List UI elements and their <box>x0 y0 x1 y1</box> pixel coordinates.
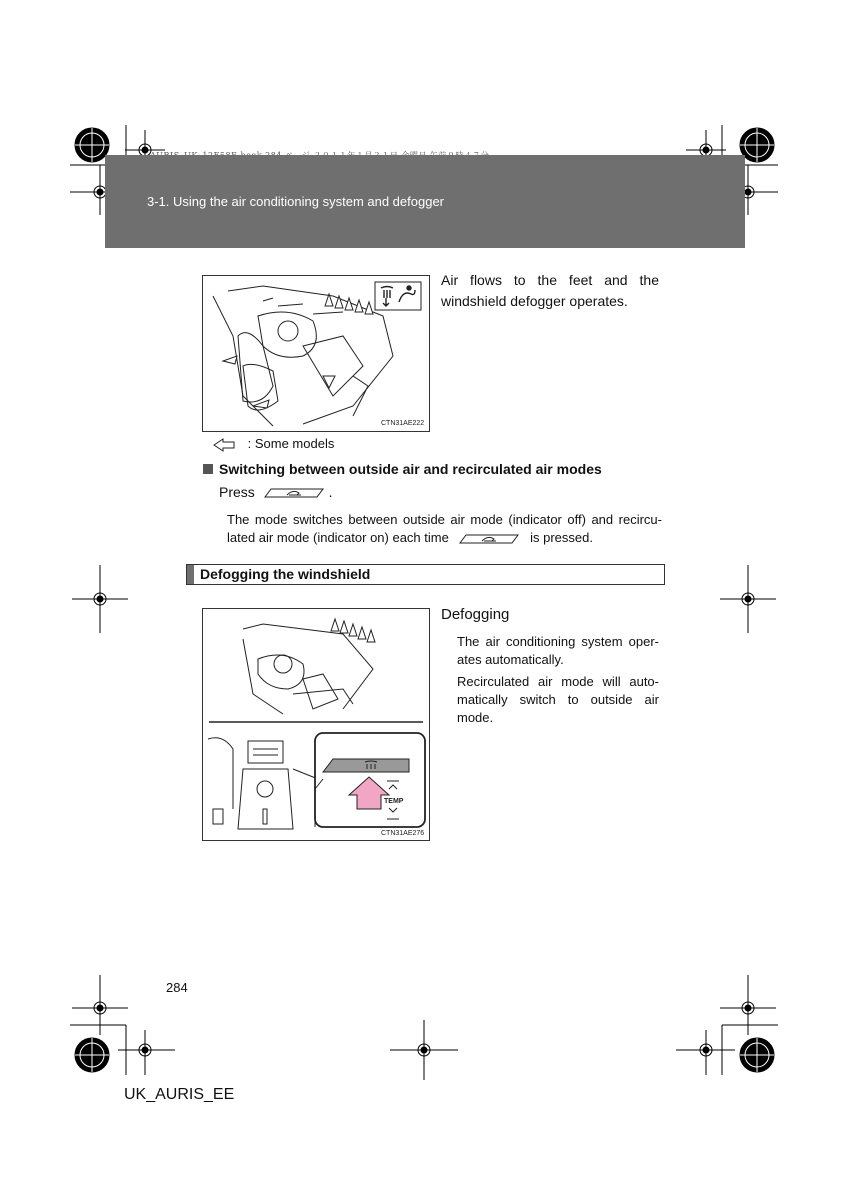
mode-description: Air flows to the feet and the windshield defogger operates. <box>441 272 659 309</box>
figure-code: CTN31AE222 <box>381 420 425 427</box>
recirculation-button-icon-inline <box>458 532 520 546</box>
press-label: Press <box>219 484 255 500</box>
recirculation-button-icon <box>263 486 325 500</box>
page-number: 284 <box>166 980 188 995</box>
defogging-para-1: The air conditioning system oper-ates automatically. <box>457 634 659 667</box>
press-end: . <box>328 484 333 500</box>
note-after: is pressed. <box>530 530 593 545</box>
switching-heading-text: Switching between outside air and recirculated air modes <box>219 461 602 477</box>
document-id: UK_AURIS_EE <box>124 1086 235 1103</box>
square-bullet-icon <box>203 464 213 474</box>
temp-label: TEMP <box>384 798 404 805</box>
switching-heading <box>203 459 602 480</box>
figure-car-interior-airflow <box>202 275 430 432</box>
press-instruction <box>219 482 332 503</box>
legend-text: : Some models <box>247 436 335 451</box>
car-interior-illustration <box>203 276 429 431</box>
section-bar-title: Defogging the windshield <box>200 566 371 582</box>
section-bar-accent <box>187 565 194 584</box>
defogging-para-2: Recirculated air mode will auto-matically switch to outside air mode. <box>457 674 659 725</box>
note-before: The mode switches between outside air mode (indicator off) and recircu-lated air mode (indicator on) each time <box>227 512 662 545</box>
outline-arrow-icon <box>212 438 236 452</box>
section-header-title: 3-1. Using the air conditioning system and defogger <box>147 194 445 209</box>
defogging-title: Defogging <box>441 606 510 623</box>
section-bar-defogging <box>186 564 665 585</box>
legend-some-models <box>212 435 334 453</box>
figure-defogger-button <box>202 608 430 841</box>
mode-switch-note <box>227 511 662 547</box>
defogger-illustration <box>203 609 429 840</box>
section-header-band <box>105 155 745 248</box>
figure-code: CTN31AE276 <box>381 830 425 837</box>
